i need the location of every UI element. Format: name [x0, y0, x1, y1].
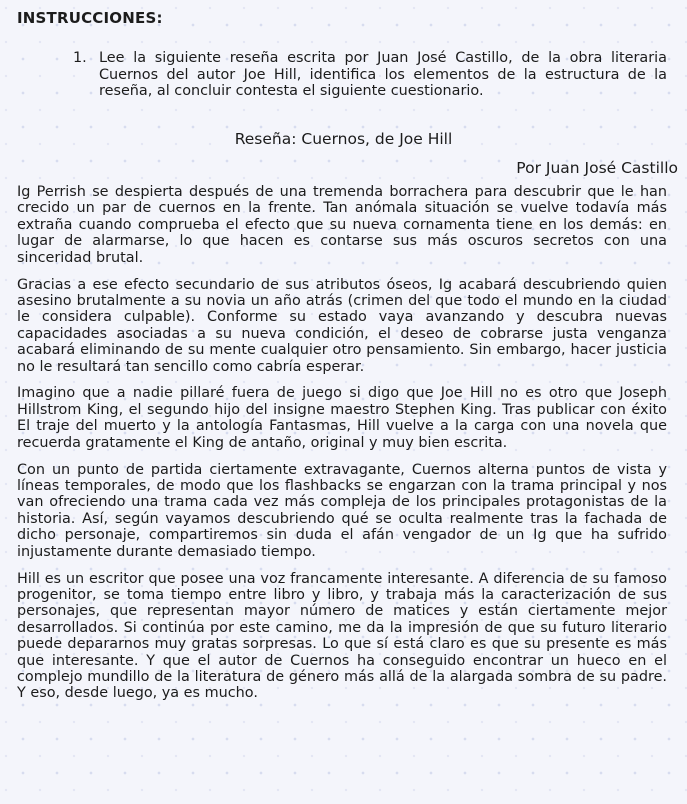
section-title: INSTRUCCIONES:: [17, 9, 163, 27]
review-author: Por Juan José Castillo: [516, 159, 678, 177]
review-paragraph: Con un punto de partida ciertamente extravagante, Cuernos alterna puntos de vista y líneas temporales, de modo que los flashbacks se engarzan con la trama principal y nos van ofreciendo una trama cada vez más compleja de los principales protagonistas de la historia. Así, según vayamos descubriendo qué se oculta realmente tras la fachada de dicho personaje, compartiremos sin duda el afán vengador de un Ig que ha sufrido injustamente durante demasiado tiempo.: [17, 461, 667, 560]
review-body: [17, 184, 667, 712]
instruction-item: [73, 50, 667, 100]
review-title: Reseña: Cuernos, de Joe Hill: [234, 130, 453, 148]
review-paragraph: Imagino que a nadie pillaré fuera de juego si digo que Joe Hill no es otro que Joseph Hillstrom King, el segundo hijo del insigne maestro Stephen King. Tras publicar con éxito El traje del muerto y la antología Fantasmas, Hill vuelve a la carga con una novela que recuerda gratamente el King de antaño, original y muy bien escrita.: [17, 385, 667, 451]
instruction-text: Lee la siguiente reseña escrita por Juan José Castillo, de la obra literaria Cuernos del autor Joe Hill, identifica los elementos de la estructura de la reseña, al concluir contesta el siguiente cuestionario.: [99, 50, 667, 100]
instruction-number: 1.: [73, 50, 87, 66]
review-paragraph: Hill es un escritor que posee una voz francamente interesante. A diferencia de su famoso progenitor, se toma tiempo entre libro y libro, y trabaja más la caracterización de sus personajes, que representan mayor número de matices y están ciertamente mejor desarrollados. Si continúa por este camino, me da la impresión de que su futuro literario puede depararnos muy gratas sorpresas. Lo que sí está claro es que su presente es más que interesante. Y que el autor de Cuernos ha conseguido encontrar un hueco en el complejo mundillo de la literatura de género más allá de la alargada sombra de su padre. Y eso, desde luego, ya es mucho.: [17, 570, 667, 702]
review-paragraph: Gracias a ese efecto secundario de sus atributos óseos, Ig acabará descubriendo quien asesino brutalmente a su novia un año atrás (crimen del que todo el mundo en la ciudad le considera culpable). Conforme su estado vaya avanzando y descubra nuevas capacidades asociadas a su nueva condición, el deseo de cobrarse justa venganza acabará eliminando de su mente cualquier otro pensamiento. Sin embargo, hacer justicia no le resultará tan sencillo como cabría esperar.: [17, 276, 667, 375]
review-paragraph: Ig Perrish se despierta después de una tremenda borrachera para descubrir que le han crecido un par de cuernos en la frente. Tan anómala situación se vuelve todavía más extraña cuando comprueba el efecto que su nueva cornamenta tiene en los demás: en lugar de alarmarse, lo que hacen es contarse sus más oscuros secretos con una sinceridad brutal.: [17, 184, 667, 266]
